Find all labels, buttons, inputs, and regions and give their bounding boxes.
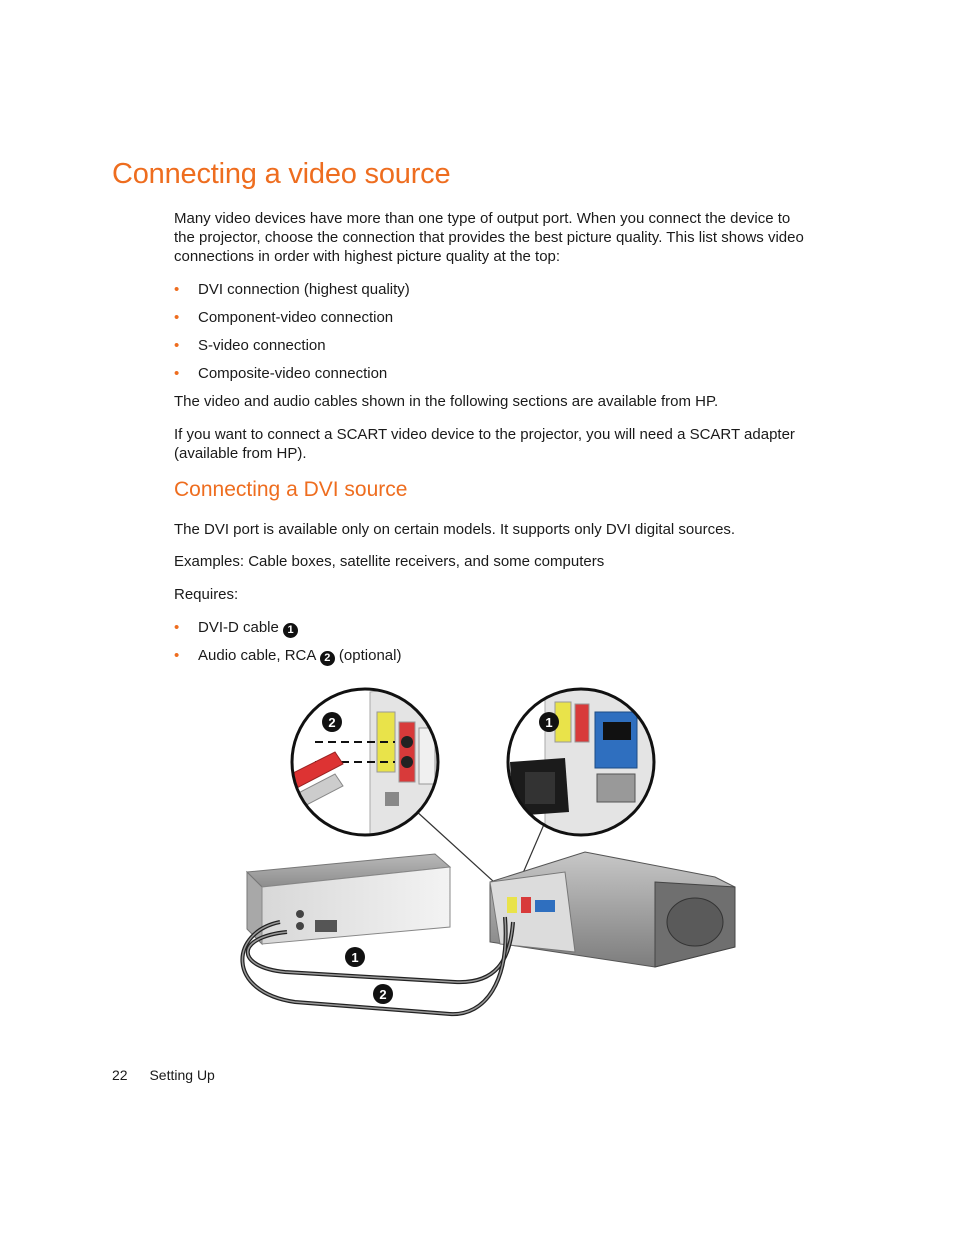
bullet-icon: • — [174, 647, 180, 664]
callout-marker — [345, 947, 365, 967]
bullet-icon: • — [174, 309, 180, 326]
svg-text:1: 1 — [545, 715, 553, 730]
page-title: Connecting a video source — [112, 158, 451, 190]
svg-text:2: 2 — [328, 715, 336, 730]
cables-note: The video and audio cables shown in the following sections are available from HP. — [174, 393, 719, 410]
svg-text:1: 1 — [351, 950, 359, 965]
callout-marker — [373, 984, 393, 1004]
requires-label: Requires: — [174, 586, 239, 603]
section-name: Setting Up — [149, 1067, 215, 1083]
audio-port-closeup — [285, 682, 455, 842]
intro-paragraph: Many video devices have more than one type of output port. When you connect the device to the projector, choose the connection that provides the best picture quality. This list shows video connections in order with highest picture quality at the top: — [174, 210, 804, 265]
scart-note: If you want to connect a SCART video device to the projector, you will need a SCART adapter (available from HP). — [174, 426, 795, 462]
bullet-icon: • — [174, 619, 180, 636]
bullet-icon: • — [174, 281, 180, 298]
callout-marker: 1 — [283, 623, 298, 638]
projector — [490, 852, 735, 967]
page-number: 22 — [112, 1067, 128, 1083]
dvi-connection-illustration — [225, 682, 755, 1032]
section-heading: Connecting a DVI source — [174, 478, 408, 501]
dvi-port-closeup — [505, 682, 665, 842]
page-footer — [112, 1067, 233, 1083]
bullet-icon: • — [174, 337, 180, 354]
callout-marker: 2 — [320, 651, 335, 666]
bullet-icon: • — [174, 365, 180, 382]
callout-marker — [539, 712, 559, 732]
video-source-device — [247, 854, 450, 944]
dvi-description: The DVI port is available only on certain models. It supports only DVI digital sources. — [174, 521, 736, 538]
dvi-examples: Examples: Cable boxes, satellite receivers, and some computers — [174, 553, 605, 570]
svg-text:2: 2 — [379, 987, 387, 1002]
callout-marker — [322, 712, 342, 732]
